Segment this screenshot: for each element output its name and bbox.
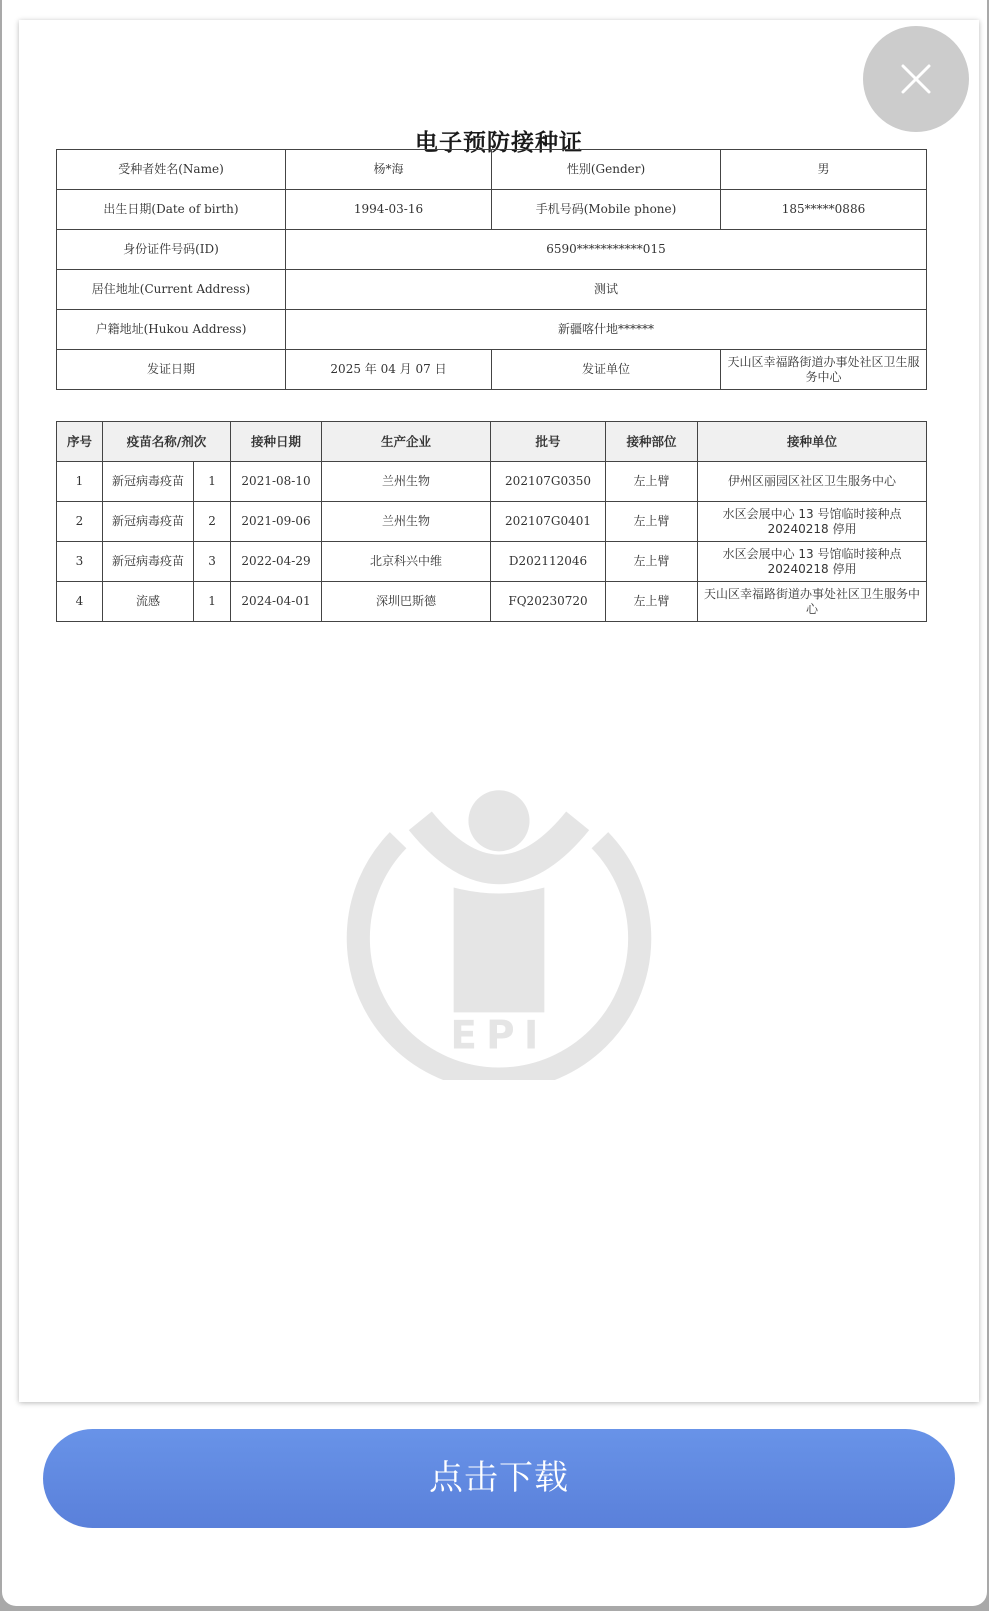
epi-logo-icon xyxy=(337,756,661,1080)
certificate-title: 电子预防接种证 xyxy=(415,130,583,156)
cell-dose: 2 xyxy=(194,502,231,542)
header-batch: 批号 xyxy=(491,422,606,462)
phone-label: 手机号码(Mobile phone) xyxy=(492,190,721,230)
cell-manufacturer: 兰州生物 xyxy=(322,502,491,542)
epi-watermark-text: EPI xyxy=(450,1013,548,1059)
name-value: 杨*海 xyxy=(286,150,492,190)
cell-site: 左上臂 xyxy=(606,582,698,622)
cell-unit: 水区会展中心 13 号馆临时接种点 20240218 停用 xyxy=(698,502,927,542)
cell-manufacturer: 北京科兴中维 xyxy=(322,542,491,582)
cell-batch: 202107G0401 xyxy=(491,502,606,542)
cell-seq: 1 xyxy=(57,462,103,502)
gender-value: 男 xyxy=(721,150,927,190)
table-row xyxy=(57,582,927,622)
current-address-label: 居住地址(Current Address) xyxy=(57,270,286,310)
hukou-address-value: 新疆喀什地****** xyxy=(286,310,927,350)
info-row-current-address xyxy=(57,270,927,310)
cell-batch: FQ20230720 xyxy=(491,582,606,622)
close-button[interactable] xyxy=(863,26,969,132)
header-manufacturer: 生产企业 xyxy=(322,422,491,462)
cell-vaccine: 新冠病毒疫苗 xyxy=(103,462,194,502)
current-address-value: 测试 xyxy=(286,270,927,310)
cell-unit: 天山区幸福路街道办事处社区卫生服务中心 xyxy=(698,582,927,622)
table-row xyxy=(57,502,927,542)
info-row-id xyxy=(57,230,927,270)
cell-dose: 1 xyxy=(194,462,231,502)
cell-manufacturer: 兰州生物 xyxy=(322,462,491,502)
cell-date: 2022-04-29 xyxy=(231,542,322,582)
cell-vaccine: 新冠病毒疫苗 xyxy=(103,502,194,542)
close-icon xyxy=(901,64,931,94)
download-button[interactable]: 点击下载 xyxy=(43,1429,955,1528)
cell-seq: 4 xyxy=(57,582,103,622)
cell-dose: 3 xyxy=(194,542,231,582)
header-unit: 接种单位 xyxy=(698,422,927,462)
cell-batch: 202107G0350 xyxy=(491,462,606,502)
cell-site: 左上臂 xyxy=(606,462,698,502)
header-seq: 序号 xyxy=(57,422,103,462)
cell-batch: D202112046 xyxy=(491,542,606,582)
cell-date: 2021-09-06 xyxy=(231,502,322,542)
issue-date-value: 2025 年 04 月 07 日 xyxy=(286,350,492,390)
table-row xyxy=(57,542,927,582)
info-row-hukou-address xyxy=(57,310,927,350)
name-label: 受种者姓名(Name) xyxy=(57,150,286,190)
cell-site: 左上臂 xyxy=(606,542,698,582)
cell-vaccine: 新冠病毒疫苗 xyxy=(103,542,194,582)
records-header-row xyxy=(57,422,927,462)
info-row-issue xyxy=(57,350,927,390)
dob-label: 出生日期(Date of birth) xyxy=(57,190,286,230)
id-label: 身份证件号码(ID) xyxy=(57,230,286,270)
header-date: 接种日期 xyxy=(231,422,322,462)
cell-seq: 2 xyxy=(57,502,103,542)
cell-date: 2021-08-10 xyxy=(231,462,322,502)
header-site: 接种部位 xyxy=(606,422,698,462)
info-row-name xyxy=(57,150,927,190)
table-row xyxy=(57,462,927,502)
gender-label: 性别(Gender) xyxy=(492,150,721,190)
certificate-modal xyxy=(2,0,987,1606)
dob-value: 1994-03-16 xyxy=(286,190,492,230)
issuer-label: 发证单位 xyxy=(492,350,721,390)
info-row-dob xyxy=(57,190,927,230)
hukou-address-label: 户籍地址(Hukou Address) xyxy=(57,310,286,350)
phone-value: 185*****0886 xyxy=(721,190,927,230)
cell-date: 2024-04-01 xyxy=(231,582,322,622)
certificate-card xyxy=(19,20,979,1402)
personal-info-table xyxy=(56,149,927,390)
cell-vaccine: 流感 xyxy=(103,582,194,622)
issue-date-label: 发证日期 xyxy=(57,350,286,390)
id-value: 6590***********015 xyxy=(286,230,927,270)
cell-unit: 水区会展中心 13 号馆临时接种点 20240218 停用 xyxy=(698,542,927,582)
header-vaccine-dose: 疫苗名称/剂次 xyxy=(103,422,231,462)
cell-manufacturer: 深圳巴斯德 xyxy=(322,582,491,622)
issuer-value: 天山区幸福路街道办事处社区卫生服务中心 xyxy=(721,350,927,390)
cell-site: 左上臂 xyxy=(606,502,698,542)
cell-seq: 3 xyxy=(57,542,103,582)
vaccination-records-table xyxy=(56,421,927,622)
cell-unit: 伊州区丽园区社区卫生服务中心 xyxy=(698,462,927,502)
cell-dose: 1 xyxy=(194,582,231,622)
